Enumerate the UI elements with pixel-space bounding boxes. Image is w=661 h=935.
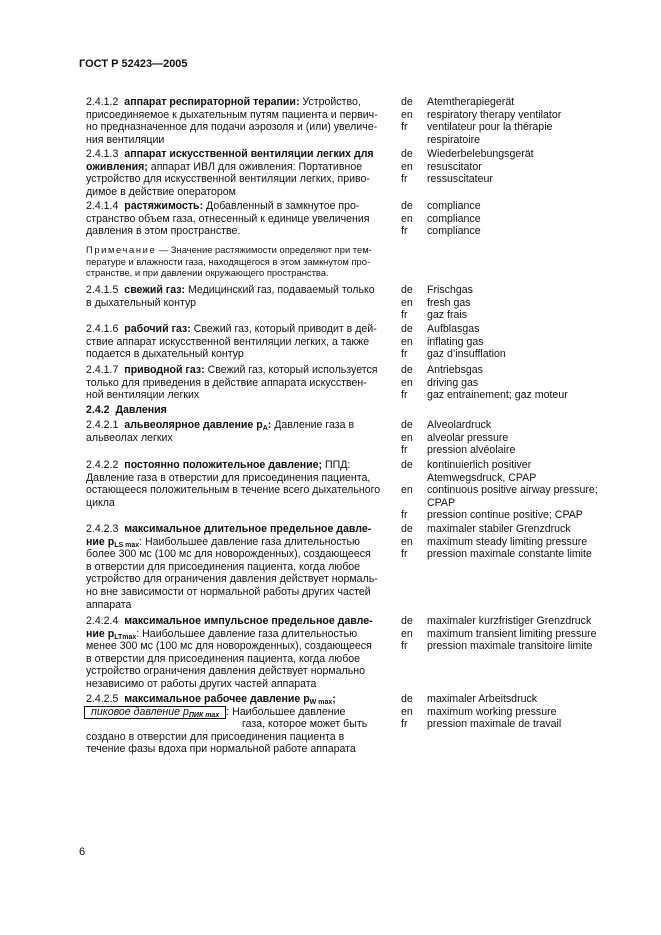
term-entry: 2.4.2.2 постоянно положительное давление; ППД: de kontinuierlich positiver Давление газа в отверстии для присоединения пациента, Atemwegsdruck, CPAP остающееся положительным в течение всего дыхательного en continuous positive airway pressure; цикла CPAP fr pression continue positive; CPAP: [86, 459, 598, 522]
term-entry: 2.4.2.3 максимальное длительное предельное давле- de maximaler stabiler Grenzdruck ние $p_{LS max}$: Наибольшее давление газа длительностью en maximum steady limiting pressure более 300 мс (100 мс для новорожденных), создающееся fr pression maximale constante limite в отверстии для присоединения пациента, когда любое устройство для ограничения давления действует нормаль- но вне зависимости от нормальной работы других частей аппарата: [86, 523, 592, 611]
term-entry: 2.4.1.5 свежий газ: Медицинский газ, подаваемый только de Frischgas в дыхательный контур en fresh gas fr gaz frais: [86, 284, 473, 322]
term-entry: 2.4.1.4 растяжимость: Добавленный в замкнутое про- de compliance странство объем газа, отнесенный к единице увеличения en compliance давления в этом пространстве. fr compliance: [86, 200, 481, 238]
term-entry: 2.4.2.5 максимальное рабочее давление $p_{W max}$; de maximaler Arbeitsdruck пиковое давление $p_{ПИК max}$ : Наибольшее давление en maximum working pressure газа, которое может быть fr pression maximale de travail создано в отверстии для присоединения пациента в течение фазы вдоха при нормальной работе аппарата: [86, 693, 562, 756]
term-entry: 2.4.2.1 альвеолярное давление $p_A$: Давление газа в de Alveolardruck альвеолах легких en alveolar pressure fr pression alvéolaire: [86, 419, 516, 457]
term-entry: 2.4.2.4 максимальное импульсное предельное давле- de maximaler kurzfristiger Grenzdruck ние $p_{LTmax}$: Наибольшее давление газа длительностью en maximum transient limiting pressure менее 300 мс (100 мс для новорожденных), создающееся fr pression maximale transitoire limite в отверстии для присоединения пациента, когда любое устройство ограничения давления действует нормально независимо от работы других частей аппарата: [86, 615, 597, 690]
document-header: ГОСТ Р 52423—2005: [79, 58, 188, 70]
term-entry: 2.4.1.2 аппарат респираторной терапии: Устройство, de Atemtherapiegerät присоединяемое к дыхательным путям пациента и первич- en respiratory therapy ventilator но предназначенное для подачи аэрозоля и (или) увеличе- fr ventilateur pour la thérapie ния вентиляции respiratoire: [86, 96, 562, 146]
page-number: 6: [79, 846, 86, 858]
term-entry: 2.4.1.6 рабочий газ: Свежий газ, который приводит в дей- de Aufblasgas ствие аппарат искусственной вентиляции легких, а также en inflating gas подается в дыхательный контур fr gaz d’insufflation: [86, 323, 506, 361]
note: Примечание — Значение растяжимости определяют при тем- пературе и влажности газа, находящегося в этом замкнутом про- странстве, и при давлении окружающего пространства.: [86, 244, 372, 279]
boxed-term: пиковое давление $p_{ПИК max}$: [84, 706, 226, 719]
section-heading: 2.4.2 Давления: [86, 404, 167, 416]
term-entry: 2.4.1.7 приводной газ: Свежий газ, который используется de Antriebsgas только для приведения в действие аппарата искусствен- en driving gas ной вентиляции легких fr gaz entrainement; gaz moteur: [86, 364, 568, 402]
term-entry: 2.4.1.3 аппарат искусственной вентиляции легких для de Wiederbelebungsgerät оживления; аппарат ИВЛ для оживления: Портативное en resuscitator устройство для искусственной вентиляции легких, приво- fr ressuscitateur димое в действие оператором: [86, 148, 534, 198]
